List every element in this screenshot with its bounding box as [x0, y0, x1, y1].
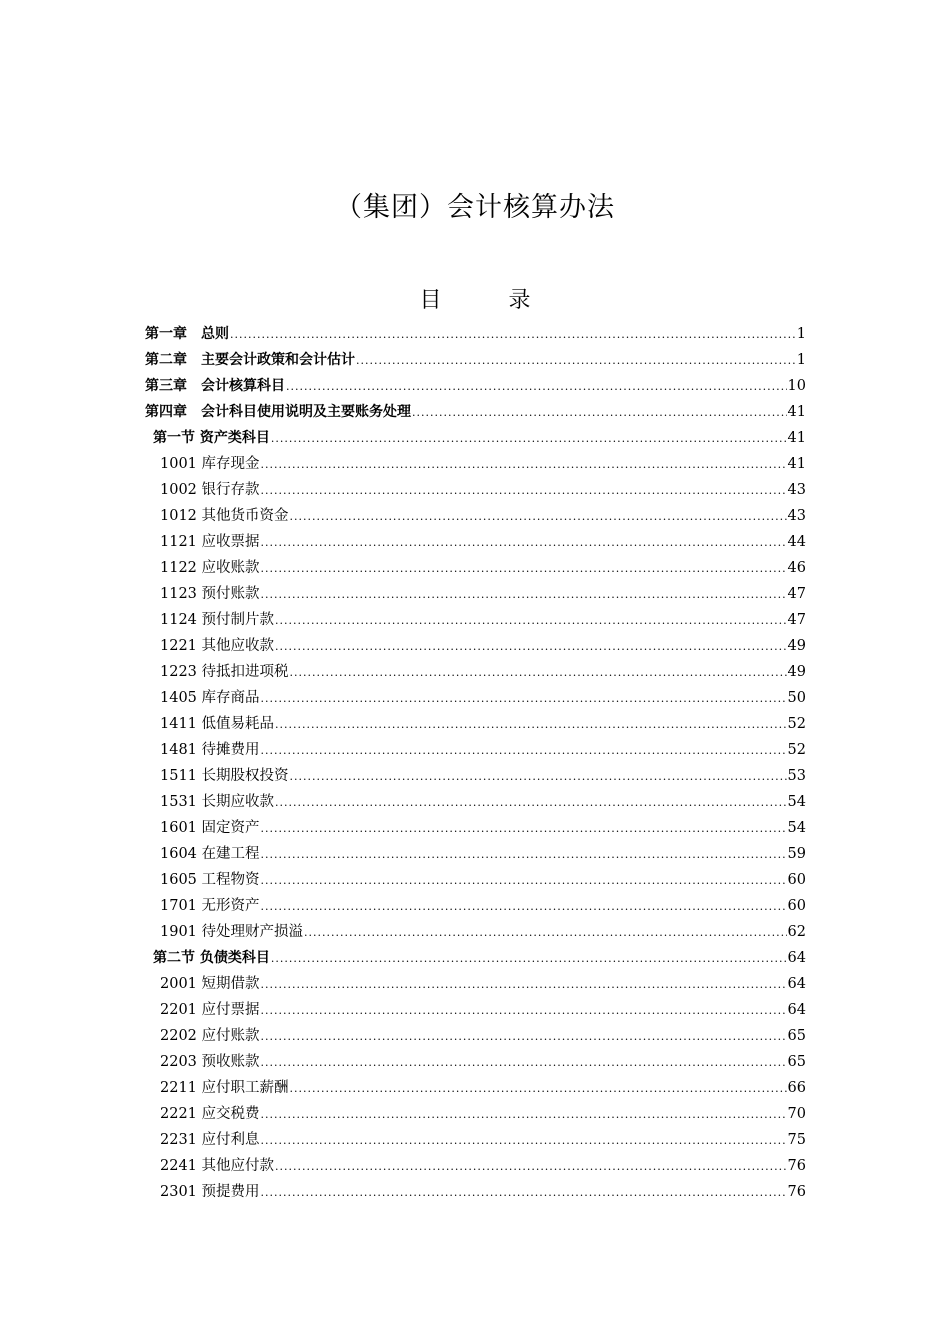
toc-dot-leader — [261, 998, 787, 1023]
toc-entry-item[interactable] — [145, 503, 806, 529]
toc-dot-leader — [261, 1102, 787, 1127]
toc-entry-label: 2301 预提费用 — [160, 1184, 260, 1200]
toc-entry-label: 2211 应付职工薪酬 — [160, 1080, 289, 1096]
toc-entry-page-number: 47 — [787, 612, 806, 628]
document-title: （集团）会计核算办法 — [335, 192, 615, 223]
toc-entry-page-number: 53 — [787, 768, 806, 784]
toc-entry-page-number: 65 — [787, 1054, 806, 1070]
toc-entry-section[interactable] — [145, 425, 806, 451]
toc-entry-item[interactable] — [145, 789, 806, 815]
toc-entry-chapter[interactable] — [145, 373, 806, 399]
toc-entry-item[interactable] — [145, 1127, 806, 1153]
toc-entry-label: 1012 其他货币资金 — [160, 508, 289, 524]
toc-entry-item[interactable] — [145, 841, 806, 867]
toc-entry-label: 第四章 会计科目使用说明及主要账务处理 — [145, 404, 411, 420]
toc-dot-leader — [261, 816, 787, 841]
toc-entry-page-number: 75 — [787, 1132, 806, 1148]
toc-dot-leader — [271, 426, 787, 451]
toc-entry-page-number: 76 — [787, 1184, 806, 1200]
toc-entry-page-number: 46 — [787, 560, 806, 576]
toc-entry-chapter[interactable] — [145, 347, 806, 373]
toc-entry-page-number: 65 — [787, 1028, 806, 1044]
toc-dot-leader — [261, 1050, 787, 1075]
toc-entry-item[interactable] — [145, 971, 806, 997]
toc-entry-label: 2201 应付票据 — [160, 1002, 260, 1018]
toc-entry-label: 第一节 资产类科目 — [153, 430, 270, 446]
toc-dot-leader — [286, 374, 787, 399]
toc-entry-page-number: 10 — [787, 378, 806, 394]
toc-entry-item[interactable] — [145, 581, 806, 607]
toc-dot-leader — [261, 894, 787, 919]
toc-entry-page-number: 64 — [787, 976, 806, 992]
toc-entry-item[interactable] — [145, 1075, 806, 1101]
toc-dot-leader — [261, 478, 787, 503]
toc-entry-page-number: 64 — [787, 950, 806, 966]
toc-entry-label: 2202 应付账款 — [160, 1028, 260, 1044]
toc-dot-leader — [356, 348, 796, 373]
toc-entry-item[interactable] — [145, 607, 806, 633]
toc-entry-page-number: 49 — [787, 638, 806, 654]
toc-entry-item[interactable] — [145, 1023, 806, 1049]
toc-entry-page-number: 54 — [787, 794, 806, 810]
toc-dot-leader — [261, 556, 787, 581]
toc-dot-leader — [261, 1128, 787, 1153]
toc-entry-page-number: 43 — [787, 508, 806, 524]
toc-entry-item[interactable] — [145, 659, 806, 685]
toc-dot-leader — [290, 504, 787, 529]
toc-entry-page-number: 66 — [787, 1080, 806, 1096]
toc-dot-leader — [275, 1154, 787, 1179]
toc-dot-leader — [304, 920, 787, 945]
toc-entry-item[interactable] — [145, 1049, 806, 1075]
toc-entry-item[interactable] — [145, 711, 806, 737]
toc-entry-page-number: 1 — [796, 352, 806, 368]
toc-entry-label: 2001 短期借款 — [160, 976, 260, 992]
toc-entry-page-number: 44 — [787, 534, 806, 550]
toc-entry-item[interactable] — [145, 763, 806, 789]
toc-entry-page-number: 59 — [787, 846, 806, 862]
toc-dot-leader — [275, 634, 787, 659]
toc-entry-label: 1604 在建工程 — [160, 846, 260, 862]
toc-entry-label: 1411 低值易耗品 — [160, 716, 275, 732]
toc-entry-label: 第二节 负债类科目 — [153, 950, 270, 966]
toc-entry-item[interactable] — [145, 529, 806, 555]
toc-entry-item[interactable] — [145, 1153, 806, 1179]
toc-dot-leader — [261, 582, 787, 607]
toc-dot-leader — [261, 1180, 787, 1205]
toc-entry-label: 1601 固定资产 — [160, 820, 260, 836]
toc-entry-item[interactable] — [145, 1101, 806, 1127]
toc-entry-label: 1223 待抵扣进项税 — [160, 664, 289, 680]
toc-entry-page-number: 60 — [787, 898, 806, 914]
toc-entry-label: 1405 库存商品 — [160, 690, 260, 706]
toc-entry-page-number: 62 — [787, 924, 806, 940]
toc-entry-page-number: 47 — [787, 586, 806, 602]
toc-dot-leader — [290, 764, 787, 789]
toc-entry-page-number: 60 — [787, 872, 806, 888]
toc-entry-item[interactable] — [145, 867, 806, 893]
toc-dot-leader — [271, 946, 787, 971]
toc-entry-label: 1002 银行存款 — [160, 482, 260, 498]
toc-entry-item[interactable] — [145, 477, 806, 503]
toc-entry-page-number: 52 — [787, 716, 806, 732]
toc-dot-leader — [261, 452, 787, 477]
toc-entry-item[interactable] — [145, 685, 806, 711]
toc-entry-label: 1123 预付账款 — [160, 586, 260, 602]
toc-entry-item[interactable] — [145, 815, 806, 841]
toc-entry-page-number: 49 — [787, 664, 806, 680]
toc-dot-leader — [275, 790, 787, 815]
toc-entry-page-number: 70 — [787, 1106, 806, 1122]
toc-entry-label: 1701 无形资产 — [160, 898, 260, 914]
toc-entry-label: 1481 待摊费用 — [160, 742, 260, 758]
toc-entry-label: 2203 预收账款 — [160, 1054, 260, 1070]
toc-entry-label: 1901 待处理财产损溢 — [160, 924, 304, 940]
toc-entry-label: 第一章 总则 — [145, 326, 229, 342]
toc-entry-item[interactable] — [145, 451, 806, 477]
toc-entry-label: 2241 其他应付款 — [160, 1158, 275, 1174]
toc-entry-item[interactable] — [145, 893, 806, 919]
toc-entry-page-number: 1 — [796, 326, 806, 342]
toc-entry-page-number: 41 — [787, 430, 806, 446]
toc-entry-label: 1121 应收票据 — [160, 534, 260, 550]
toc-entry-label: 1221 其他应收款 — [160, 638, 275, 654]
toc-dot-leader — [412, 400, 787, 425]
toc-entry-page-number: 41 — [787, 404, 806, 420]
table-of-contents — [145, 321, 806, 1205]
toc-dot-leader — [261, 868, 787, 893]
toc-dot-leader — [275, 608, 787, 633]
toc-entry-label: 第三章 会计核算科目 — [145, 378, 285, 394]
toc-entry-chapter[interactable] — [145, 399, 806, 425]
toc-dot-leader — [290, 660, 787, 685]
toc-dot-leader — [261, 686, 787, 711]
toc-entry-label: 第二章 主要会计政策和会计估计 — [145, 352, 355, 368]
toc-entry-page-number: 64 — [787, 1002, 806, 1018]
toc-entry-item[interactable] — [145, 919, 806, 945]
toc-entry-label: 1531 长期应收款 — [160, 794, 275, 810]
toc-entry-item[interactable] — [145, 737, 806, 763]
toc-dot-leader — [230, 322, 796, 347]
toc-entry-label: 1124 预付制片款 — [160, 612, 275, 628]
toc-entry-label: 1605 工程物资 — [160, 872, 260, 888]
toc-entry-label: 2231 应付利息 — [160, 1132, 260, 1148]
toc-entry-page-number: 52 — [787, 742, 806, 758]
toc-dot-leader — [290, 1076, 787, 1101]
toc-dot-leader — [261, 1024, 787, 1049]
toc-entry-chapter[interactable] — [145, 321, 806, 347]
toc-dot-leader — [261, 842, 787, 867]
toc-dot-leader — [275, 712, 787, 737]
toc-entry-page-number: 76 — [787, 1158, 806, 1174]
toc-dot-leader — [261, 972, 787, 997]
toc-entry-label: 2221 应交税费 — [160, 1106, 260, 1122]
toc-entry-label: 1122 应收账款 — [160, 560, 260, 576]
toc-entry-page-number: 54 — [787, 820, 806, 836]
toc-entry-item[interactable] — [145, 633, 806, 659]
toc-dot-leader — [261, 738, 787, 763]
toc-entry-item[interactable] — [145, 997, 806, 1023]
toc-entry-section[interactable] — [145, 945, 806, 971]
toc-entry-item[interactable] — [145, 555, 806, 581]
toc-dot-leader — [261, 530, 787, 555]
toc-heading: 目 录 — [419, 288, 561, 313]
toc-entry-page-number: 41 — [787, 456, 806, 472]
toc-entry-label: 1001 库存现金 — [160, 456, 260, 472]
toc-entry-item[interactable] — [145, 1179, 806, 1205]
toc-entry-page-number: 50 — [787, 690, 806, 706]
toc-entry-label: 1511 长期股权投资 — [160, 768, 289, 784]
toc-entry-page-number: 43 — [787, 482, 806, 498]
